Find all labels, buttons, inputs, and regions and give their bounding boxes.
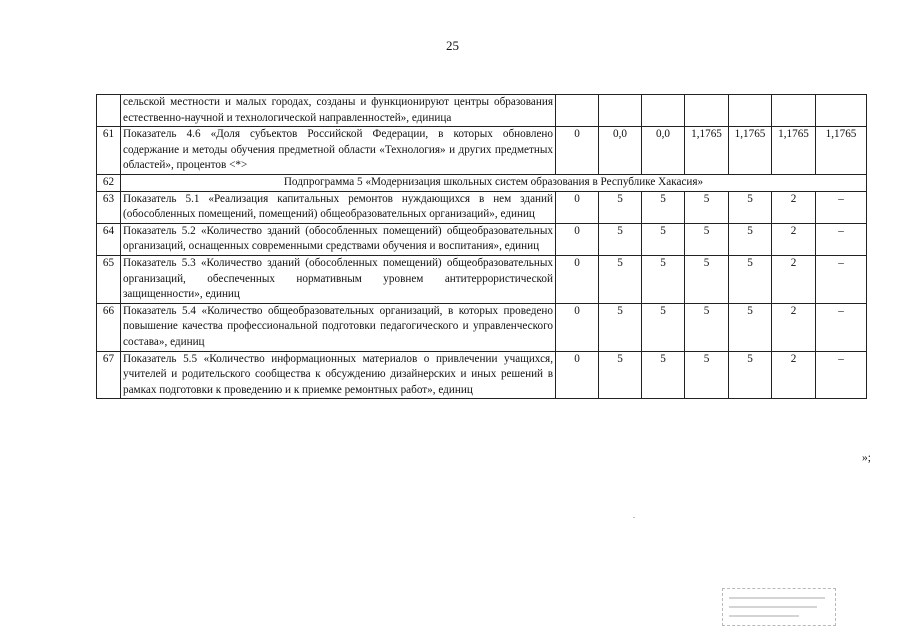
indicator-text: Показатель 4.6 «Доля субъектов Российской Федерации, в которых обновлено содержание и методы обучения предметной области «Технология» и других предметных областей», процентов <*> bbox=[121, 127, 556, 175]
value-cell: 5 bbox=[599, 191, 642, 223]
value-cell: 5 bbox=[642, 255, 685, 303]
value-cell: – bbox=[816, 303, 867, 351]
row-number: 65 bbox=[97, 255, 121, 303]
value-cell: – bbox=[816, 351, 867, 399]
value-cell bbox=[685, 95, 729, 127]
indicator-text: Показатель 5.5 «Количество информационных материалов о привлечении учащихся, учителей и родительского сообщества к обсуждению дизайнерских и иных решений в рамках подготовки к проведению и к приемке ремонтных работ», единиц bbox=[121, 351, 556, 399]
value-cell: 1,1765 bbox=[685, 127, 729, 175]
value-cell: 2 bbox=[772, 303, 816, 351]
value-cell: 0 bbox=[556, 191, 599, 223]
value-cell: 5 bbox=[729, 255, 772, 303]
indicator-text: Показатель 5.4 «Количество общеобразовательных организаций, в которых проведено повышение качества профессиональной подготовки педагогического и управленческого состава», единиц bbox=[121, 303, 556, 351]
value-cell: 1,1765 bbox=[772, 127, 816, 175]
row-number: 63 bbox=[97, 191, 121, 223]
value-cell bbox=[599, 95, 642, 127]
indicators-table bbox=[96, 94, 867, 399]
value-cell: – bbox=[816, 191, 867, 223]
value-cell: 5 bbox=[599, 223, 642, 255]
value-cell: – bbox=[816, 223, 867, 255]
value-cell: 5 bbox=[599, 303, 642, 351]
value-cell: 5 bbox=[685, 255, 729, 303]
table-row bbox=[97, 223, 867, 255]
value-cell: 0 bbox=[556, 223, 599, 255]
value-cell: 5 bbox=[685, 223, 729, 255]
value-cell: 5 bbox=[729, 191, 772, 223]
value-cell bbox=[729, 95, 772, 127]
row-number: 64 bbox=[97, 223, 121, 255]
row-number: 62 bbox=[97, 174, 121, 191]
row-number bbox=[97, 95, 121, 127]
value-cell: 5 bbox=[599, 351, 642, 399]
subprogram-header: Подпрограмма 5 «Модернизация школьных систем образования в Республике Хакасия» bbox=[121, 174, 867, 191]
table-row bbox=[97, 127, 867, 175]
value-cell: 5 bbox=[729, 303, 772, 351]
value-cell: 0,0 bbox=[642, 127, 685, 175]
value-cell: 0 bbox=[556, 351, 599, 399]
indicator-text: Показатель 5.1 «Реализация капитальных ремонтов нуждающихся в нем зданий (обособленных помещений, помещений) общеобразовательных организаций», единиц bbox=[121, 191, 556, 223]
value-cell: 0 bbox=[556, 255, 599, 303]
table-row bbox=[97, 95, 867, 127]
faded-stamp bbox=[722, 588, 836, 626]
table-row bbox=[97, 255, 867, 303]
value-cell: 2 bbox=[772, 223, 816, 255]
value-cell: 5 bbox=[729, 223, 772, 255]
table-row bbox=[97, 174, 867, 191]
value-cell: 5 bbox=[685, 351, 729, 399]
value-cell: 2 bbox=[772, 255, 816, 303]
value-cell: 5 bbox=[642, 303, 685, 351]
value-cell: 5 bbox=[642, 223, 685, 255]
row-number: 61 bbox=[97, 127, 121, 175]
row-number: 67 bbox=[97, 351, 121, 399]
value-cell bbox=[556, 95, 599, 127]
value-cell: – bbox=[816, 255, 867, 303]
value-cell: 5 bbox=[685, 303, 729, 351]
value-cell: 0,0 bbox=[599, 127, 642, 175]
value-cell: 5 bbox=[685, 191, 729, 223]
table-row bbox=[97, 303, 867, 351]
indicator-text: Показатель 5.3 «Количество зданий (обособленных помещений) общеобразовательных организаций, обеспеченных нормативным уровнем антитеррористической защищенности», единиц bbox=[121, 255, 556, 303]
closing-quote-suffix: »; bbox=[862, 452, 871, 464]
value-cell: 5 bbox=[729, 351, 772, 399]
value-cell: 2 bbox=[772, 351, 816, 399]
table-row bbox=[97, 351, 867, 399]
value-cell: 5 bbox=[642, 191, 685, 223]
value-cell: 0 bbox=[556, 303, 599, 351]
value-cell: 5 bbox=[599, 255, 642, 303]
value-cell: 2 bbox=[772, 191, 816, 223]
page-number: 25 bbox=[446, 38, 459, 53]
value-cell bbox=[816, 95, 867, 127]
indicator-text: сельской местности и малых городах, созданы и функционируют центры образования естественно-научной и технологической направленностей», единица bbox=[121, 95, 556, 127]
row-number: 66 bbox=[97, 303, 121, 351]
value-cell: 0 bbox=[556, 127, 599, 175]
value-cell bbox=[772, 95, 816, 127]
table-row bbox=[97, 191, 867, 223]
value-cell: 5 bbox=[642, 351, 685, 399]
value-cell: 1,1765 bbox=[729, 127, 772, 175]
value-cell bbox=[642, 95, 685, 127]
value-cell: 1,1765 bbox=[816, 127, 867, 175]
indicator-text: Показатель 5.2 «Количество зданий (обособленных помещений) общеобразовательных организаций, оснащенных современными средствами обучения и воспитания», единиц bbox=[121, 223, 556, 255]
scan-speck bbox=[633, 517, 635, 518]
